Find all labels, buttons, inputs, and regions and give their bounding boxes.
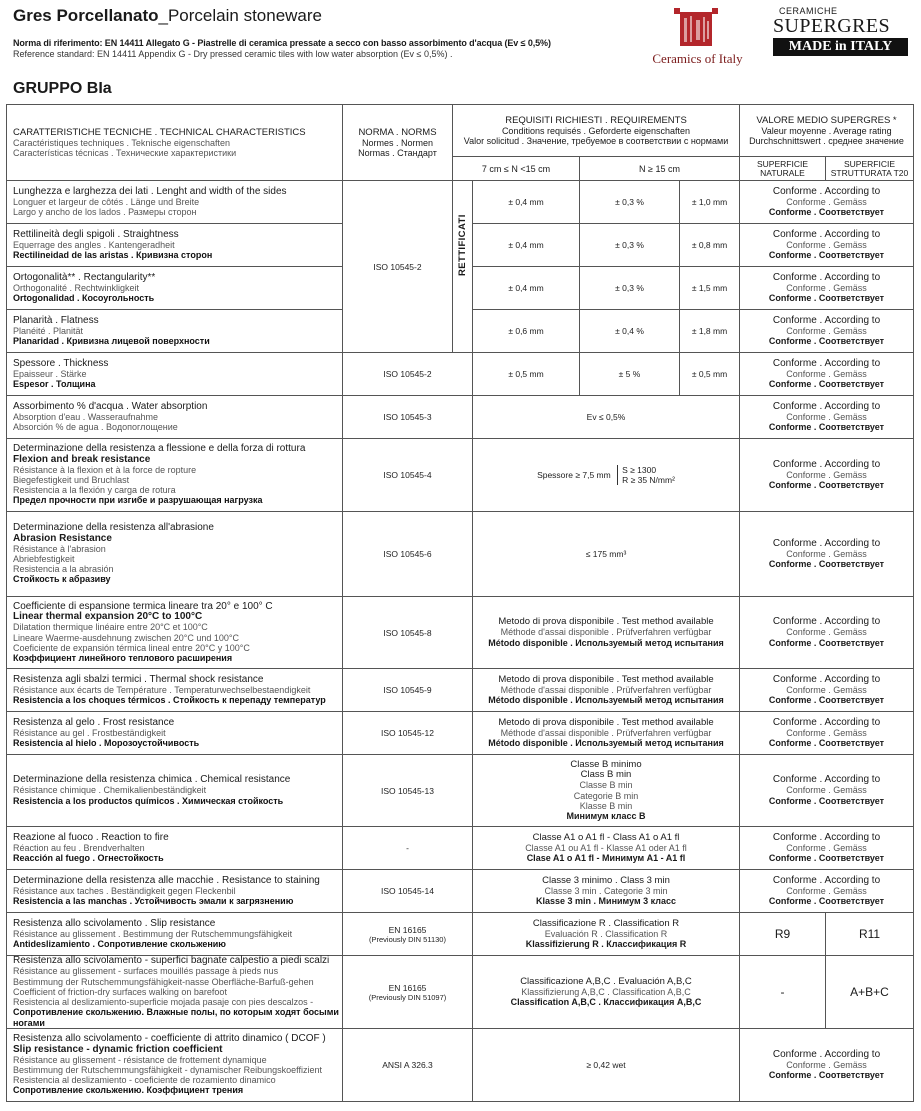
value: ± 1,8 mm <box>680 310 740 353</box>
ceramics-of-italy-mark-icon <box>670 6 722 50</box>
table-row <box>7 913 914 956</box>
row-flatness-label: Planarità . Flatness Planéité . Planität Planaridad . Кривизна лицевой поверхности <box>7 310 343 353</box>
conforme-cell: Conforme . According to Conforme . Gemäss Conforme . Соответствует <box>740 827 914 870</box>
conforme-cell: Conforme . According to Conforme . Gemäss Conforme . Соответствует <box>740 224 914 267</box>
requirement: Spessore ≥ 7,5 mm S ≥ 1300 R ≥ 35 N/mm² <box>473 439 740 512</box>
row-chemical-label: Determinazione della resistenza chimica . Chemical resistance Résistance chimique . Chemikalienbeständigkeit Resistencia a los productos químicos . Химическая стойкость <box>7 755 343 827</box>
value: ± 5 % <box>580 353 680 396</box>
conforme-cell: Conforme . According to Conforme . Gemäss Conforme . Соответствует <box>740 669 914 712</box>
conforme-cell: Conforme . According to Conforme . Gemäss Conforme . Соответствует <box>740 512 914 597</box>
row-frost-label: Resistenza al gelo . Frost resistance Résistance au gel . Frostbeständigkeit Resistencia al hielo . Морозоустойчивость <box>7 712 343 755</box>
requirement: Metodo di prova disponibile . Test method available Méthode d'assai disponible . Prüfverfahren verfügbar Método disponible . Используемый метод испытания <box>473 669 740 712</box>
wet-natural-value: - <box>740 956 826 1029</box>
made-in-italy-badge: MADE in ITALY <box>773 38 908 56</box>
conforme-cell: Conforme . According to Conforme . Gemäss Conforme . Соответствует <box>740 181 914 224</box>
table-row <box>7 755 914 827</box>
row-staining-label: Determinazione della resistenza alle macchie . Resistance to staining Résistance aux taches . Beständigkeit gegen Fleckenbil Resistencia a las manchas . Устойчивость эмали к загрязнению <box>7 870 343 913</box>
page-title: Gres Porcellanato_Porcelain stoneware <box>13 6 322 25</box>
value: ± 0,5 mm <box>473 353 580 396</box>
norm: EN 16165 (Previously DIN 51097) <box>343 956 473 1029</box>
requirement: ≤ 175 mm³ <box>473 512 740 597</box>
norm: ISO 10545-4 <box>343 439 473 512</box>
norm: ISO 10545-3 <box>343 396 473 439</box>
value: ± 0,6 mm <box>473 310 580 353</box>
table-row <box>7 669 914 712</box>
norm: ISO 10545-2 <box>343 353 473 396</box>
value: ± 0,5 mm <box>680 353 740 396</box>
row-water-absorption-label: Assorbimento % d'acqua . Water absorption Absorption d'eau . Wasseraufnahme Absorción % de agua . Водопоглощение <box>7 396 343 439</box>
requirement: Classificazione R . Classification R Evaluación R . Classification R Klassifizierung R . Классификация R <box>473 913 740 956</box>
ceramics-of-italy-text: Ceramics of Italy <box>652 51 743 66</box>
col-requirements: REQUISITI RICHIESTI . REQUIREMENTS Conditions requisés . Geforderte eigenschaften Valor solicitud . Значение, требуемое в соответствии с нормами <box>453 105 740 157</box>
value: ± 0,3 % <box>580 224 680 267</box>
table-row <box>7 870 914 913</box>
conforme-cell: Conforme . According to Conforme . Gemäss Conforme . Соответствует <box>740 353 914 396</box>
row-straightness-label: Rettilineità degli spigoli . Straightness Equerrage des angles . Kantengeradheit Rectilineidad de las aristas . Кривизна сторон <box>7 224 343 267</box>
surface-natural-header: SUPERFICIE NATURALE <box>740 157 826 181</box>
norm: EN 16165 (Previously DIN 51130) <box>343 913 473 956</box>
row-thermal-shock-label: Resistenza agli sbalzi termici . Thermal shock resistance Résistance aux écarts de Température . Temperaturwechselbestaendigkeit Resistencia a los choques térmicos . Стойкость к перепаду температур <box>7 669 343 712</box>
conforme-cell: Conforme . According to Conforme . Gemäss Conforme . Соответствует <box>740 1029 914 1102</box>
col-characteristics: CARATTERISTICHE TECNICHE . TECHNICAL CHARACTERISTICS Caractéristiques techniques . Teknische eigenschaften Características técnicas . Технические характеристики <box>7 105 343 181</box>
norm: ISO 10545-14 <box>343 870 473 913</box>
table-row <box>7 512 914 597</box>
surface-structured-header: SUPERFICIE STRUTTURATA T20 <box>826 157 914 181</box>
reference-standard-it: Norma di riferimento: EN 14411 Allegato G - Piastrelle di ceramica pressate a secco con basso assorbimento d'acqua (Ev ≤ 0,5%) <box>13 38 551 48</box>
norm: ISO 10545-6 <box>343 512 473 597</box>
technical-table <box>6 104 914 1102</box>
table-row <box>7 956 914 1029</box>
wet-structured-value: A+B+C <box>826 956 914 1029</box>
row-fire-label: Reazione al fuoco . Reaction to fire Réaction au feu . Brendverhalten Reacción al fuego . Огнестойкость <box>7 827 343 870</box>
norm: ISO 10545-9 <box>343 669 473 712</box>
conforme-cell: Conforme . According to Conforme . Gemäss Conforme . Соответствует <box>740 755 914 827</box>
value: ± 0,4 % <box>580 310 680 353</box>
conforme-cell: Conforme . According to Conforme . Gemäss Conforme . Соответствует <box>740 396 914 439</box>
conforme-cell: Conforme . According to Conforme . Gemäss Conforme . Соответствует <box>740 439 914 512</box>
conforme-cell: Conforme . According to Conforme . Gemäss Conforme . Соответствует <box>740 267 914 310</box>
table-row <box>7 181 914 224</box>
col-norms: NORMA . NORMS Normes . Normen Normas . Стандарт <box>343 105 453 181</box>
group-heading: GRUPPO BIa <box>13 80 112 97</box>
requirement: Metodo di prova disponibile . Test method available Méthode d'assai disponible . Prüfverfahren verfügbar Método disponible . Используемый метод испытания <box>473 597 740 669</box>
row-dcof-label: Resistenza allo scivolamento - coefficiente di attrito dinamico ( DCOF ) Slip resistance - dynamic friction coefficient Résistance au glissement - résistance de frottement dynamique Bestimmung der Rutschemmungsfähigkeit - dynamischer Reibungskoeffizient Resistencia al deslizamiento - coeficiente de rozamiento dinamico Сопротивление скольжению. Коэффициент трения <box>7 1029 343 1102</box>
value: ± 1,0 mm <box>680 181 740 224</box>
col-average: VALORE MEDIO SUPERGRES * Valeur moyenne . Average rating Durchschnittswert . среднее значение <box>740 105 914 157</box>
requirement: Ev ≤ 0,5% <box>473 396 740 439</box>
value: ± 0,3 % <box>580 181 680 224</box>
table-row <box>7 396 914 439</box>
dimension-norm: ISO 10545-2 <box>343 181 453 353</box>
ceramics-of-italy-logo <box>640 6 755 68</box>
requirement: Classe B minimo Class B min Classe B min Categorie B min Klasse B min Минимум класс B <box>473 755 740 827</box>
ceramiche-text: CERAMICHE <box>779 6 838 16</box>
conforme-cell: Conforme . According to Conforme . Gemäss Conforme . Соответствует <box>740 597 914 669</box>
table-row <box>7 712 914 755</box>
supergres-text: SUPERGRES <box>773 15 890 37</box>
conforme-cell: Conforme . According to Conforme . Gemäss Conforme . Соответствует <box>740 310 914 353</box>
row-flexion-label: Determinazione della resistenza a flessione e della forza di rottura Flexion and break resistance Résistance à la flexion et à la force de ropture Biegefestigkeit und Bruchlast Resistencia a la flexión y carga de rotura Предел прочности при изгибе и разрушающая нагрузка <box>7 439 343 512</box>
size-big-header: N ≥ 15 cm <box>580 157 740 181</box>
slip-structured-value: R11 <box>826 913 914 956</box>
requirement: ≥ 0,42 wet <box>473 1029 740 1102</box>
norm: ISO 10545-13 <box>343 755 473 827</box>
table-row <box>7 1029 914 1102</box>
value: ± 0,4 mm <box>473 181 580 224</box>
table-row <box>7 439 914 512</box>
row-rectangularity-label: Ortogonalità** . Rectangularity** Orthogonalité . Rechtwinkligkeit Ortogonalidad . Косоугольность <box>7 267 343 310</box>
conforme-cell: Conforme . According to Conforme . Gemäss Conforme . Соответствует <box>740 870 914 913</box>
reference-standard-en: Reference standard: EN 14411 Appendix G - Dry pressed ceramic tiles with low water absorption (Ev ≤ 0,5%) . <box>13 49 453 59</box>
value: ± 0,4 mm <box>473 224 580 267</box>
requirement: Metodo di prova disponibile . Test method available Méthode d'assai disponible . Prüfverfahren verfügbar Método disponible . Используемый метод испытания <box>473 712 740 755</box>
row-thermal-expansion-label: Coefficiente di espansione termica lineare tra 20° e 100° C Linear thermal expansion 20°C to 100°C Dilatation thermique linéaire entre 20°C et 100°C Lineare Waerme-ausdehnung zwischen 20°C und 100°C Coeficiente de expansión térmica lineal entre 20°C y 100°C Коэффициент линейного теплового расширения <box>7 597 343 669</box>
value: ± 0,8 mm <box>680 224 740 267</box>
row-wet-slip-label: Resistenza allo scivolamento - superfici bagnate calpestio a piedi scalzi Résistance au glissement - surfaces mouillés passage à pieds nus Bestimmung der Rutschemmungsfähigkeit-nasse Oberfläche-Barfuß-gehen Coefficient of friction-dry surfaces walking on barefoot Resistencia al deslizamiento-superficie mojada pasaje con pies descalzos - Сопротивление скольжению. Влажные полы, по которым ходят босыми ногами <box>7 956 343 1029</box>
row-abrasion-label: Determinazione della resistenza all'abrasione Abrasion Resistance Résistance à l'abrasion Abriebfestigkeit Resistencia a la abrasión Стойкость к абразиву <box>7 512 343 597</box>
requirement: Classe 3 minimo . Class 3 min Classe 3 min . Categorie 3 min Klasse 3 min . Минимум 3 класс <box>473 870 740 913</box>
value: ± 1,5 mm <box>680 267 740 310</box>
norm: - <box>343 827 473 870</box>
norm: ISO 10545-8 <box>343 597 473 669</box>
norm: ANSI A 326.3 <box>343 1029 473 1102</box>
row-thickness-label: Spessore . Thickness Epaisseur . Stärke Espesor . Толщина <box>7 353 343 396</box>
header-row <box>7 105 914 157</box>
slip-natural-value: R9 <box>740 913 826 956</box>
size-small-header: 7 cm ≤ N <15 cm <box>453 157 580 181</box>
value: ± 0,4 mm <box>473 267 580 310</box>
supergres-logo <box>773 6 908 62</box>
table-row <box>7 827 914 870</box>
conforme-cell: Conforme . According to Conforme . Gemäss Conforme . Соответствует <box>740 712 914 755</box>
rettificati-label: RETTIFICATI <box>453 181 473 353</box>
requirement: Classe A1 o A1 fl - Class A1 o A1 fl Classe A1 ou A1 fl - Klasse A1 oder A1 fl Clase A1 o A1 fl - Минимум A1 - A1 fl <box>473 827 740 870</box>
table-row <box>7 353 914 396</box>
norm: ISO 10545-12 <box>343 712 473 755</box>
row-length-label: Lunghezza e larghezza dei lati . Lenght and width of the sides Longuer et largeur de côtés . Länge und Breite Largo y ancho de los lados . Размеры сторон <box>7 181 343 224</box>
requirement: Classificazione A,B,C . Evaluación A,B,C Klassifizierung A,B,C . Classification A,B,C Classification A,B,C . Классификация A,B,C <box>473 956 740 1029</box>
row-slip-label: Resistenza allo scivolamento . Slip resistance Résistance au glissement . Bestimmung der Rutschemmungsfähigkeit Antideslizamiento . Сопротивление скольжению <box>7 913 343 956</box>
table-row <box>7 597 914 669</box>
value: ± 0,3 % <box>580 267 680 310</box>
